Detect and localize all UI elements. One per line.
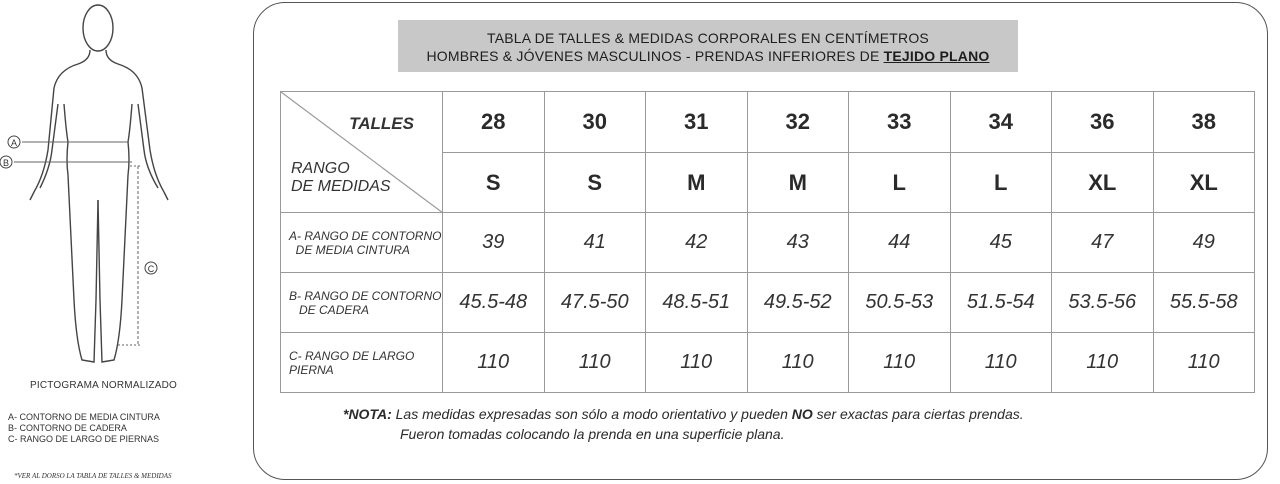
table-row-hip <box>281 273 1255 333</box>
row-label-line2: DE MEDIA CINTURA <box>295 242 410 257</box>
size-cell: 32 <box>747 92 849 153</box>
value-cell: 39 <box>443 213 545 273</box>
value-cell: 45 <box>950 213 1052 273</box>
marker-a-icon <box>8 136 20 148</box>
size-cell: 33 <box>849 92 951 153</box>
nota-bold: NO <box>791 406 813 422</box>
value-cell: 110 <box>747 333 849 393</box>
value-cell: 110 <box>646 333 748 393</box>
nota-text-b: ser exactas para ciertas prendas. <box>812 406 1024 422</box>
marker-b-icon <box>0 156 12 168</box>
letter-cell: M <box>747 153 849 213</box>
nota-line1 <box>343 404 1024 424</box>
value-cell: 51.5-54 <box>950 273 1052 333</box>
row-label-line1: B- RANGO DE CONTORNO <box>289 288 442 303</box>
size-cell: 36 <box>1052 92 1154 153</box>
value-cell: 50.5-53 <box>849 273 951 333</box>
letter-cell: XL <box>1153 153 1255 213</box>
body-pictogram <box>0 0 245 380</box>
value-cell: 47 <box>1052 213 1154 273</box>
header-title-line2 <box>398 47 1018 65</box>
size-cell: 28 <box>443 92 545 153</box>
marker-c-icon <box>145 262 157 274</box>
pictogram-panel <box>0 0 245 484</box>
row-label-hip <box>281 273 443 333</box>
value-cell: 110 <box>849 333 951 393</box>
size-cell: 38 <box>1153 92 1255 153</box>
value-cell: 43 <box>747 213 849 273</box>
value-cell: 44 <box>849 213 951 273</box>
value-cell: 110 <box>544 333 646 393</box>
row-label-waist <box>281 213 443 273</box>
value-cell: 53.5-56 <box>1052 273 1154 333</box>
size-table <box>280 91 1255 393</box>
value-cell: 110 <box>1153 333 1255 393</box>
value-cell: 49.5-52 <box>747 273 849 333</box>
pictogram-footnote: *VER AL DORSO LA TABLA DE TALLES & MEDIDAS <box>14 472 172 480</box>
value-cell: 41 <box>544 213 646 273</box>
header-title-line1: TABLA DE TALLES & MEDIDAS CORPORALES EN CENTÍMETROS <box>487 30 929 46</box>
svg-text:B: B <box>2 158 10 168</box>
legend-item-c: C- RANGO DE LARGO DE PIERNAS <box>8 434 160 444</box>
value-cell: 42 <box>646 213 748 273</box>
value-cell: 48.5-51 <box>646 273 748 333</box>
value-cell: 110 <box>950 333 1052 393</box>
row-label-line2: PIERNA <box>289 362 334 377</box>
value-cell: 110 <box>443 333 545 393</box>
size-cell: 30 <box>544 92 646 153</box>
nota-text-a: Las medidas expresadas son sólo a modo orientativo y pueden <box>391 406 792 422</box>
letter-cell: S <box>443 153 545 213</box>
corner-rango-line2: DE MEDIDAS <box>291 178 391 195</box>
size-cell: 34 <box>950 92 1052 153</box>
header-line2-prefix: HOMBRES & JÓVENES MASCULINOS - PRENDAS INFERIORES DE <box>426 48 884 64</box>
letter-cell: XL <box>1052 153 1154 213</box>
header-line2-bold: TEJIDO PLANO <box>883 48 990 64</box>
value-cell: 55.5-58 <box>1153 273 1255 333</box>
corner-header-cell <box>281 92 443 213</box>
corner-rango-line1: RANGO <box>291 160 350 177</box>
letter-cell: L <box>950 153 1052 213</box>
table-row-leg <box>281 333 1255 393</box>
svg-text:C: C <box>147 264 155 274</box>
table-row-waist <box>281 213 1255 273</box>
chart-header <box>398 20 1018 72</box>
svg-text:A: A <box>10 138 18 148</box>
value-cell: 47.5-50 <box>544 273 646 333</box>
pictogram-title: PICTOGRAMA NORMALIZADO <box>30 380 178 391</box>
corner-talles-label: TALLES <box>349 114 414 133</box>
value-cell: 110 <box>1052 333 1154 393</box>
nota-line2: Fueron tomadas colocando la prenda en una superficie plana. <box>400 426 785 442</box>
row-label-line2: DE CADERA <box>299 302 370 317</box>
size-cell: 31 <box>646 92 748 153</box>
pictogram-legend <box>8 412 160 445</box>
table-row-sizes <box>281 92 1255 153</box>
nota-prefix: *NOTA: <box>343 406 392 422</box>
row-label-line1: A- RANGO DE CONTORNO <box>289 228 442 243</box>
legend-item-b: B- CONTORNO DE CADERA <box>8 423 127 433</box>
value-cell: 49 <box>1153 213 1255 273</box>
corner-rango-label <box>291 160 391 196</box>
letter-cell: M <box>646 153 748 213</box>
letter-cell: S <box>544 153 646 213</box>
value-cell: 45.5-48 <box>443 273 545 333</box>
row-label-leg <box>281 333 443 393</box>
legend-item-a: A- CONTORNO DE MEDIA CINTURA <box>8 412 160 422</box>
letter-cell: L <box>849 153 951 213</box>
row-label-line1: C- RANGO DE LARGO <box>289 348 415 363</box>
nota-text <box>343 404 1024 444</box>
